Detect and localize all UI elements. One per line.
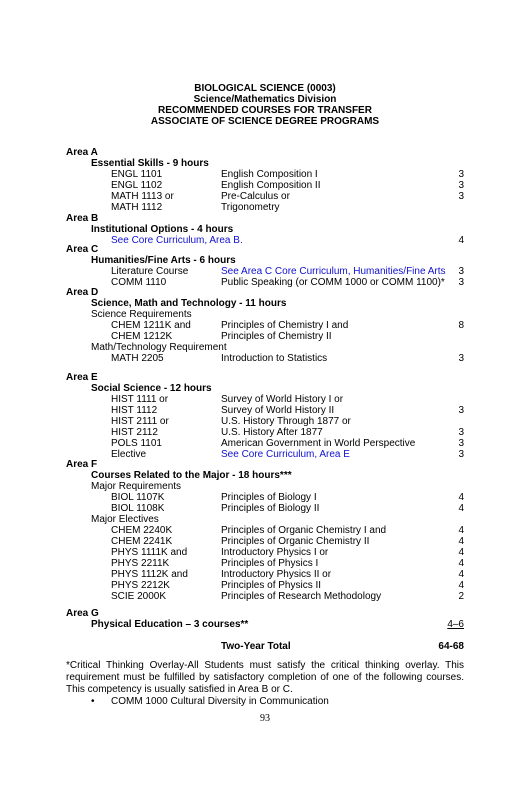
group-label: Math/Technology Requirement [91, 342, 227, 353]
course-title: Introductory Physics II or [221, 569, 332, 580]
course-code: SCIE 2000K [111, 591, 167, 602]
header-subtitle: RECOMMENDED COURSES FOR TRANSFER [158, 105, 372, 116]
course-code: ENGL 1101 [111, 169, 163, 180]
course-title: English Composition II [221, 180, 321, 191]
course-hours: 4 [458, 569, 464, 580]
course-title: Public Speaking (or COMM 1000 or COMM 1100)* [221, 277, 445, 288]
course-hours: 3 [458, 169, 464, 180]
total-label: Two-Year Total [221, 641, 291, 652]
course-hours: 3 [458, 353, 464, 364]
course-title: Principles of Chemistry I and [221, 320, 349, 331]
course-hours: 8 [458, 320, 464, 331]
course-code: HIST 2111 or [111, 416, 169, 427]
course-title: Pre-Calculus or [221, 191, 290, 202]
course-code: ENGL 1102 [111, 180, 163, 191]
page-number: 93 [260, 713, 270, 724]
course-hours: 4–6 [447, 619, 464, 630]
course-hours: 4 [458, 503, 464, 514]
area-g-heading-row [0, 619, 530, 631]
course-hours: 4 [458, 580, 464, 591]
header-title: BIOLOGICAL SCIENCE (0003) [194, 83, 336, 94]
course-hours: 4 [458, 492, 464, 503]
header-division: Science/Mathematics Division [193, 94, 337, 105]
course-hours: 4 [458, 235, 464, 246]
course-title: Principles of Biology II [221, 503, 320, 514]
course-hours: 4 [458, 558, 464, 569]
course-code: PHYS 2211K [111, 558, 170, 569]
area-c-heading: Humanities/Fine Arts - 6 hours [91, 255, 236, 266]
course-code: MATH 1113 or [111, 191, 174, 202]
bullet-icon: • [91, 696, 95, 707]
course-title: Principles of Biology I [221, 492, 317, 503]
course-hours: 4 [458, 525, 464, 536]
course-hours: 3 [458, 427, 464, 438]
core-curriculum-link[interactable]: See Core Curriculum, Area E [221, 449, 350, 460]
course-code: CHEM 2241K [111, 536, 173, 547]
course-title: Principles of Physics I [221, 558, 319, 569]
course-title: U.S. History After 1877 [221, 427, 323, 438]
area-e-heading: Social Science - 12 hours [91, 383, 212, 394]
total-value: 64-68 [438, 641, 464, 652]
course-code: BIOL 1108K [111, 503, 165, 514]
course-hours: 4 [458, 536, 464, 547]
course-title: Trigonometry [221, 202, 280, 213]
area-b-label: Area B [66, 213, 99, 224]
area-d-label: Area D [66, 287, 99, 298]
total-row [0, 641, 530, 653]
course-title: Introduction to Statistics [221, 353, 328, 364]
footnote-paragraph: *Critical Thinking Overlay-All Students must satisfy the critical thinking overlay. This requirement must be fulfilled by satisfactory completion of one of the following courses. This competency is usually satisfied in Area B or C. [66, 660, 464, 695]
bullet-item [91, 696, 421, 708]
course-hours: 3 [458, 438, 464, 449]
course-title: Survey of World History I or [221, 394, 344, 405]
area-g-label: Area G [66, 608, 99, 619]
group-label: Major Electives [91, 514, 159, 525]
core-curriculum-link[interactable]: See Core Curriculum, Area B. [111, 235, 243, 246]
course-code: MATH 1112 [111, 202, 163, 213]
course-code: COMM 1110 [111, 277, 167, 288]
course-hours: 3 [458, 449, 464, 460]
course-hours: 3 [458, 180, 464, 191]
course-hours: 3 [458, 266, 464, 277]
course-hours: 2 [458, 591, 464, 602]
course-title: Principles of Chemistry II [221, 331, 332, 342]
course-code: Elective [111, 449, 147, 460]
course-code: PHYS 2212K [111, 580, 170, 591]
area-a-heading: Essential Skills - 9 hours [91, 158, 209, 169]
course-title: American Government in World Perspective [221, 438, 416, 449]
course-code: HIST 2112 [111, 427, 158, 438]
course-code: CHEM 1212K [111, 331, 173, 342]
course-title: Introductory Physics I or [221, 547, 329, 558]
course-title: Survey of World History II [221, 405, 335, 416]
course-code: CHEM 1211K and [111, 320, 191, 331]
course-code: Literature Course [111, 266, 189, 277]
area-g-heading: Physical Education – 3 courses** [91, 619, 249, 630]
area-b-heading: Institutional Options - 4 hours [91, 224, 234, 235]
course-title: Principles of Organic Chemistry II [221, 536, 370, 547]
area-f-label: Area F [66, 459, 98, 470]
course-code: HIST 1112 [111, 405, 158, 416]
course-code: CHEM 2240K [111, 525, 173, 536]
course-title: Principles of Organic Chemistry I and [221, 525, 387, 536]
course-code: HIST 1111 or [111, 394, 169, 405]
course-row [0, 591, 530, 603]
group-label: Science Requirements [91, 309, 192, 320]
header-program: ASSOCIATE OF SCIENCE DEGREE PROGRAMS [150, 116, 380, 127]
bullet-text: COMM 1000 Cultural Diversity in Communication [111, 696, 329, 707]
course-title: Principles of Research Methodology [221, 591, 382, 602]
area-f-heading: Courses Related to the Major - 18 hours*** [91, 470, 292, 481]
course-code: MATH 2205 [111, 353, 164, 364]
course-row [0, 353, 530, 365]
area-a-label: Area A [66, 147, 98, 158]
course-title: English Composition I [221, 169, 318, 180]
course-title: U.S. History Through 1877 or [221, 416, 351, 427]
area-c-label: Area C [66, 244, 99, 255]
course-hours: 3 [458, 405, 464, 416]
course-title: Principles of Physics II [221, 580, 322, 591]
area-d-heading: Science, Math and Technology - 11 hours [91, 298, 287, 309]
course-code: BIOL 1107K [111, 492, 165, 503]
course-hours: 3 [458, 277, 464, 288]
core-curriculum-link[interactable]: See Area C Core Curriculum, Humanities/Fine Arts [221, 266, 446, 277]
group-label: Major Requirements [91, 481, 182, 492]
course-code: POLS 1101 [111, 438, 162, 449]
course-code: PHYS 1111K and [111, 547, 188, 558]
course-code: PHYS 1112K and [111, 569, 188, 580]
course-hours: 4 [458, 547, 464, 558]
course-hours: 3 [458, 191, 464, 202]
area-e-label: Area E [66, 372, 98, 383]
